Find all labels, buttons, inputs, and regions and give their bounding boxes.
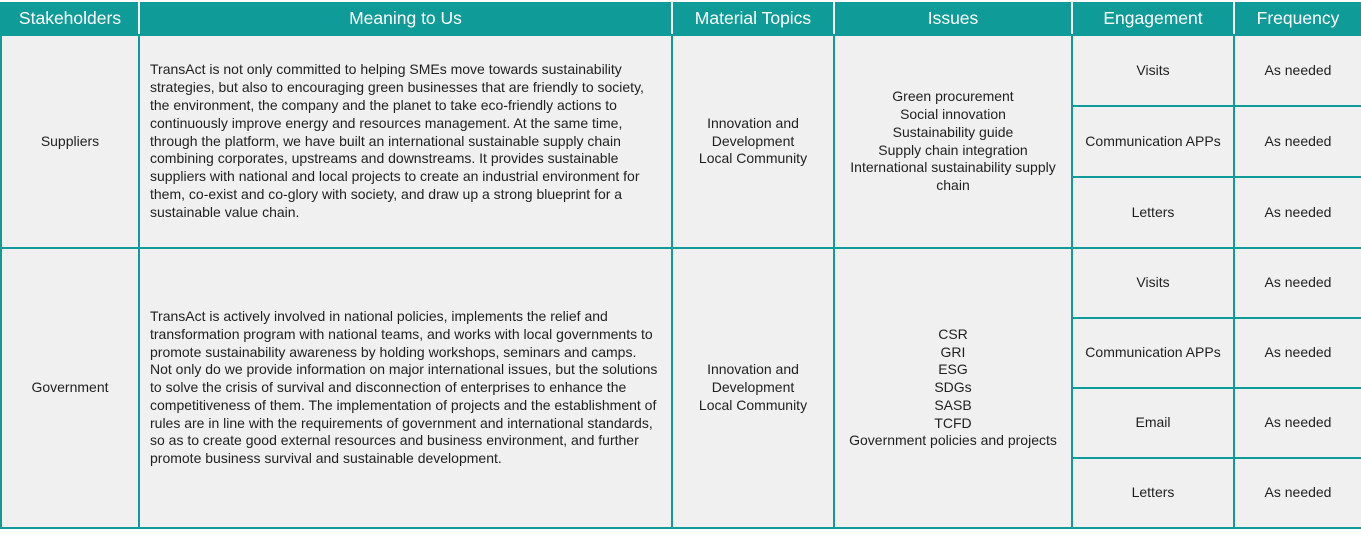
issue-item: Sustainability guide [892, 123, 1014, 140]
frequency-cell: As needed [1234, 248, 1361, 318]
stakeholder-cell: Government [1, 248, 139, 528]
header-stakeholders: Stakeholders [1, 1, 139, 35]
frequency-cell: As needed [1234, 458, 1361, 528]
frequency-cell: As needed [1234, 177, 1361, 248]
issue-item: SDGs [934, 379, 972, 396]
material-topics-cell [672, 248, 834, 528]
issue-item: Green procurement [892, 88, 1014, 105]
engagement-cell: Visits [1072, 248, 1234, 318]
material-topics-cell [672, 35, 834, 248]
engagement-cell: Visits [1072, 35, 1234, 106]
frequency-cell: As needed [1234, 106, 1361, 177]
topic-item: Local Community [698, 150, 808, 167]
header-frequency: Frequency [1234, 1, 1361, 35]
issue-item: Social innovation [900, 105, 1006, 122]
issue-item: Supply chain integration [878, 141, 1028, 158]
issue-item: CSR [938, 325, 968, 342]
frequency-cell: As needed [1234, 388, 1361, 458]
engagement-cell: Communication APPs [1072, 318, 1234, 388]
header-engagement: Engagement [1072, 1, 1234, 35]
issues-cell [834, 35, 1072, 248]
issue-item: ESG [938, 361, 968, 378]
issue-item: GRI [940, 343, 966, 360]
engagement-cell: Letters [1072, 458, 1234, 528]
issue-item: SASB [934, 396, 972, 413]
topic-item: Innovation and Development [707, 114, 799, 149]
topic-item: Innovation and Development [707, 361, 799, 396]
table-row [1, 35, 1361, 106]
meaning-cell: TransAct is not only committed to helping SMEs move towards sustainability strategies, but also to encouraging green businesses that are friendly to society, the environment, the company and the planet to take eco-friendly actions to continuously improve energy and resources management. At the same time, through the platform, we have built an international sustainable supply chain combining corporates, upstreams and downstreams. It provides sustainable suppliers with national and local projects to create an industrial environment for them, co-exist and co-glory with society, and draw up a strong blueprint for a sustainable value chain. [139, 35, 672, 248]
issues-cell [834, 248, 1072, 528]
engagement-cell: Letters [1072, 177, 1234, 248]
stakeholder-cell: Suppliers [1, 35, 139, 248]
header-issues: Issues [834, 1, 1072, 35]
frequency-cell: As needed [1234, 318, 1361, 388]
header-row [1, 1, 1361, 35]
issue-item: TCFD [934, 414, 972, 431]
table-row [1, 248, 1361, 318]
header-material-topics: Material Topics [672, 1, 834, 35]
topic-item: Local Community [698, 396, 808, 413]
issue-item: Government policies and projects [849, 432, 1057, 449]
header-meaning: Meaning to Us [139, 1, 672, 35]
issue-item: International sustainability supply chain [850, 159, 1056, 194]
engagement-cell: Communication APPs [1072, 106, 1234, 177]
meaning-cell: TransAct is actively involved in national policies, implements the relief and transformation program with national teams, and works with local governments to promote sustainability awareness by holding workshops, seminars and camps. Not only do we provide information on major international issues, but the solutions to solve the crisis of survival and disconnection of enterprises to enhance the competitiveness of them. The implementation of projects and the establishment of rules are in line with the requirements of government and international standards, so as to create good external resources and business environment, and further promote business survival and sustainable development. [139, 248, 672, 528]
frequency-cell: As needed [1234, 35, 1361, 106]
engagement-cell: Email [1072, 388, 1234, 458]
